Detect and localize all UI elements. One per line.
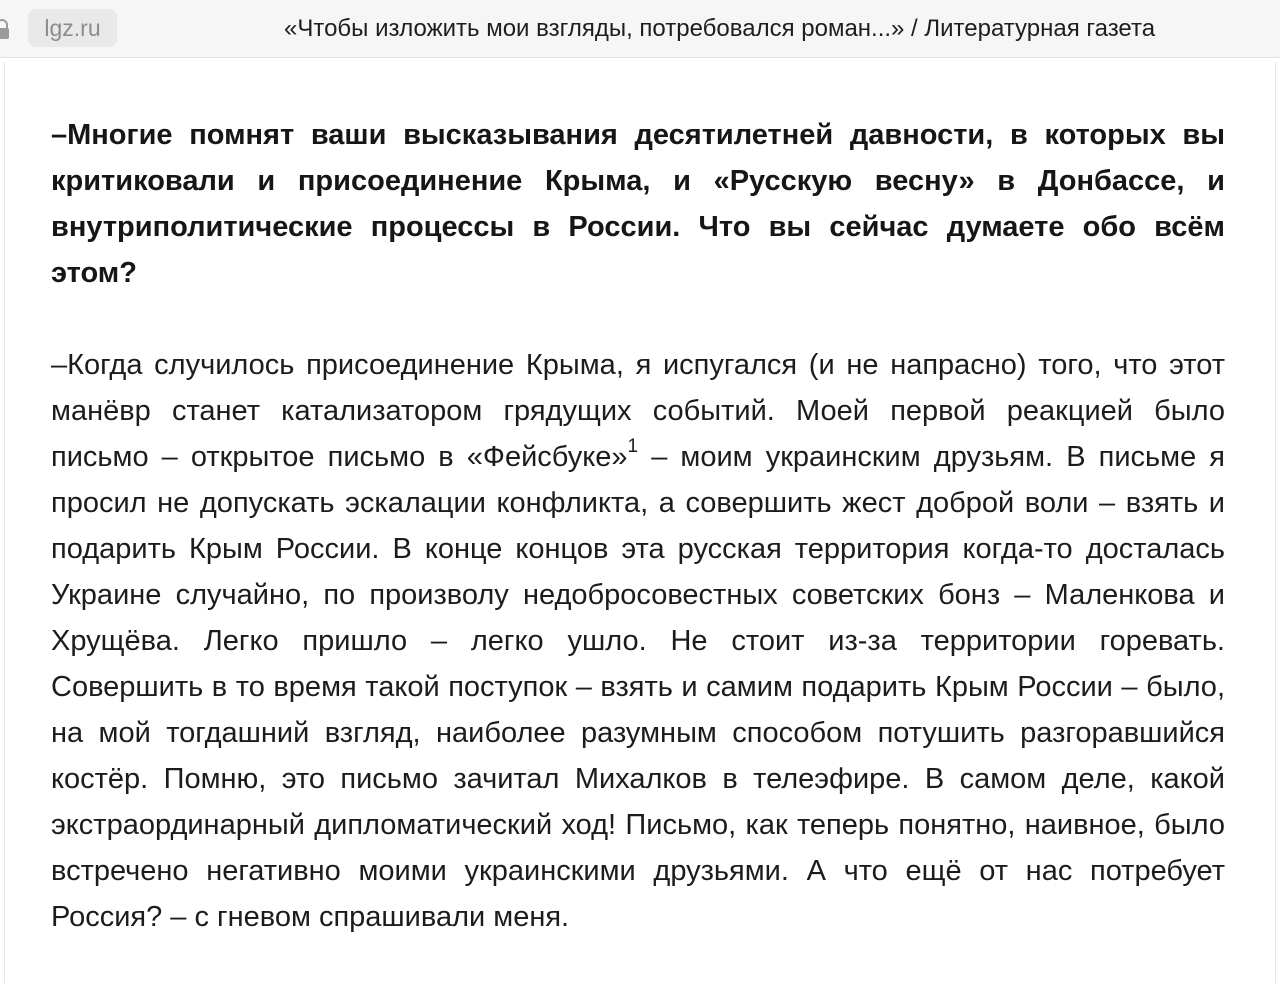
address-url: lgz.ru	[44, 15, 101, 41]
answer-text-part2: – моим украинским друзьям. В письме я просил не допускать эскалации конфликта, а совершить жест доброй воли – взять и подарить Крым России. В конце концов эта русская территория когда-то досталась Украине случайно, по произволу недобросовестных советских бонз – Маленкова и Хрущёва. Легко пришло – легко ушло. Не стоит из-за территории горевать. Совершить в то время такой поступок – взять и самим подарить Крым России – было, на мой тогдашний взгляд, наиболее разумным способом потушить разгоравшийся костёр. Помню, это письмо зачитал Михалков в телеэфире. В самом деле, какой экстраординарный дипломатический ход! Письмо, как теперь понятно, наивное, было встречено негативно моими украинскими друзьями. А что ещё от нас потребует Россия? – с гневом спрашивали меня.	[51, 441, 1225, 933]
answer-text-part1: –Когда случилось присоединение Крыма, я испугался (и не напрасно) того, что этот манёвр станет катализатором грядущих событий. Моей первой реакцией было письмо – открытое письмо в «Фейсбуке»	[51, 349, 1225, 473]
article-body	[51, 112, 1225, 940]
lock-icon	[0, 19, 10, 39]
browser-toolbar	[0, 0, 1280, 58]
interview-question: –Многие помнят ваши высказывания десятилетней давности, в которых вы критиковали и присоединение Крыма, и «Русскую весну» в Донбассе, и внутриполитические процессы в России. Что вы сейчас думаете обо всём этом?	[51, 119, 1225, 289]
address-bar[interactable]	[28, 9, 117, 47]
interview-answer	[51, 342, 1225, 940]
footnote-link[interactable]: 1	[627, 436, 639, 457]
page-title: «Чтобы изложить мои взгляды, потребовался роман...» / Литературная газета	[284, 15, 1156, 42]
